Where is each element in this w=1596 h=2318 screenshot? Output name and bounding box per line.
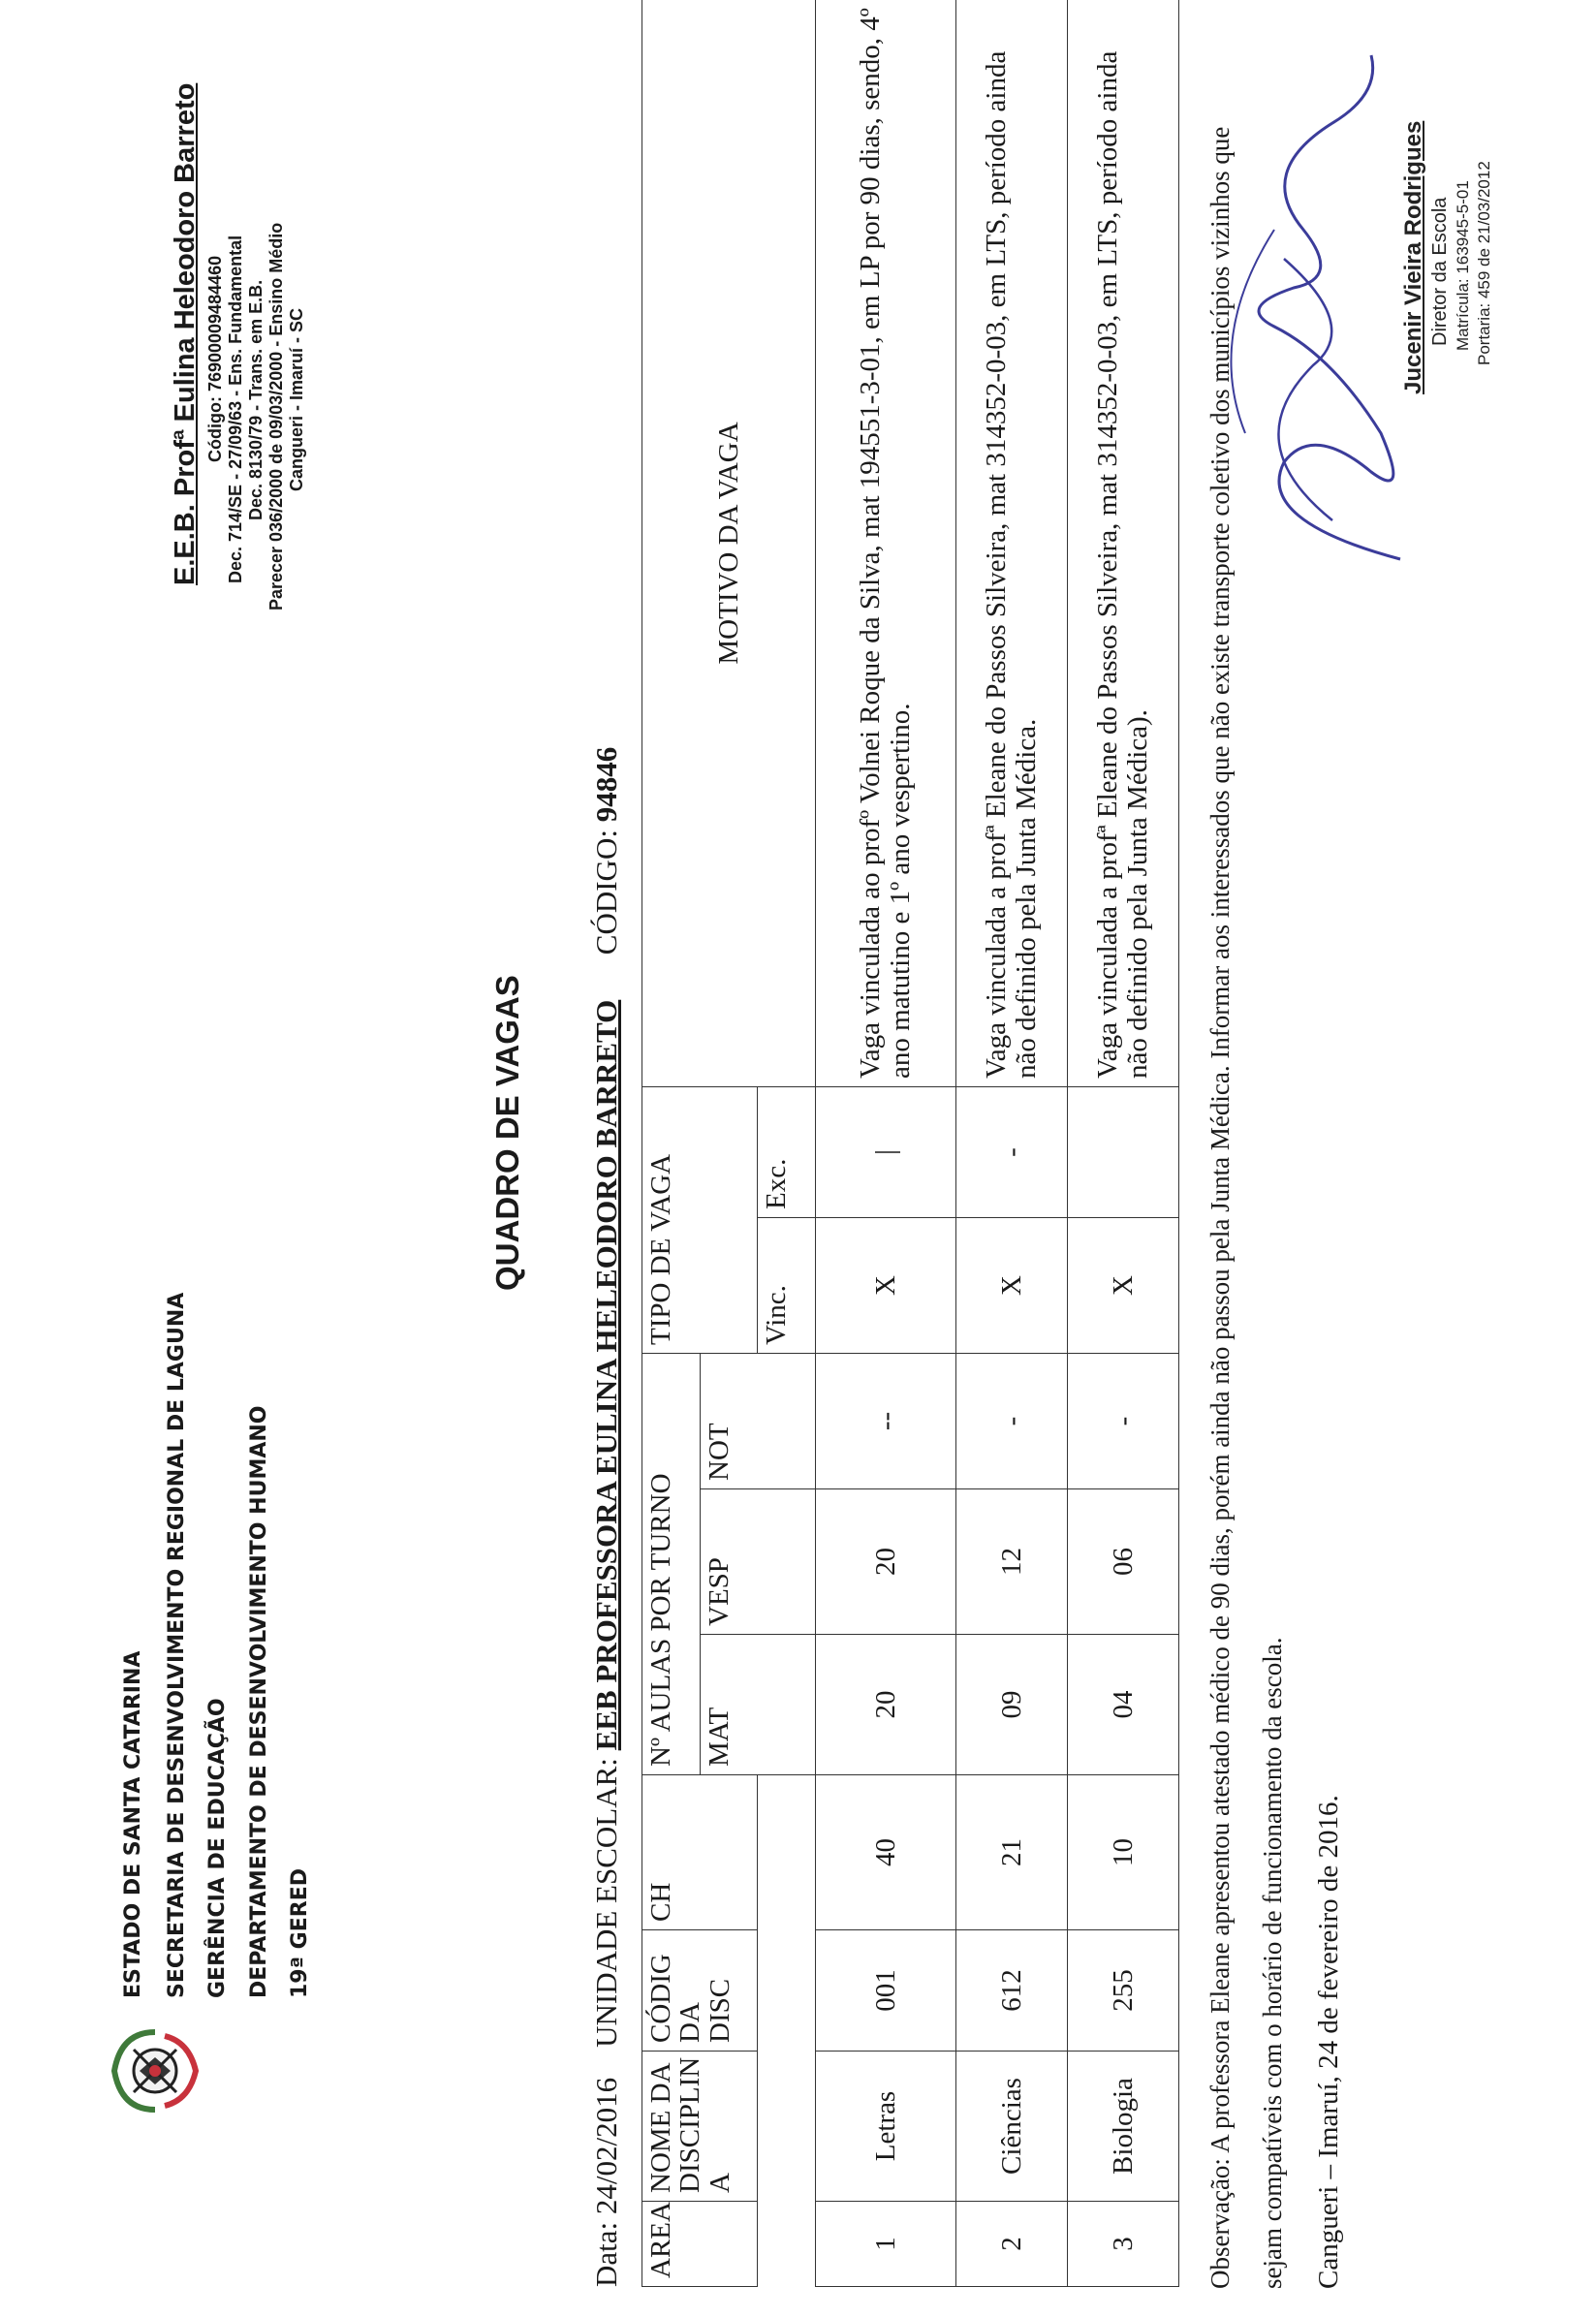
row-mat: 04 — [1068, 1635, 1179, 1775]
signatory-portaria: Portaria: 459 de 21/03/2012 — [1475, 161, 1493, 365]
state-coat-of-arms-icon — [107, 2022, 203, 2119]
row-mat: 09 — [956, 1635, 1068, 1775]
row-codig: 001 — [816, 1930, 956, 2052]
signatory-role: Diretor da Escola — [1429, 197, 1451, 346]
stamp-line-4: Cangueri - Imaruí - SC — [287, 307, 306, 491]
stamp-school-name: E.E.B. Profª Eulina Heleodoro Barreto — [170, 82, 201, 585]
header-aulas: Nº AULAS POR TURNO — [642, 1354, 701, 1775]
table-row — [1068, 0, 1179, 2287]
table-header-row — [642, 0, 701, 2287]
header-not: NOT — [701, 1354, 816, 1489]
row-area: 3 — [1068, 2202, 1179, 2287]
row-exc: - — [956, 1086, 1068, 1217]
header-state: ESTADO DE SANTA CATARINA — [121, 1650, 145, 1998]
info-unidade-value: EEB PROFESSORA EULINA HELEODORO BARRETO — [589, 999, 623, 1751]
row-vesp: 06 — [1068, 1489, 1179, 1635]
row-not: -- — [816, 1354, 956, 1489]
row-not: - — [956, 1354, 1068, 1489]
signatory-matricula: Matrícula: 163945-5-01 — [1454, 180, 1472, 351]
vagas-table — [642, 0, 1179, 2287]
row-motivo: Vaga vinculada a profª Eleane do Passos Silveira, mat 314352-0-03, em LTS, período ainda não definido pela Junta Médica). — [1068, 0, 1179, 1086]
header-departamento: DEPARTAMENTO DE DESENVOLVIMENTO HUMANO — [247, 1405, 271, 1998]
header-gerencia: GERÊNCIA DE EDUCAÇÃO — [205, 1698, 230, 1998]
header-vinc: Vinc. — [758, 1218, 816, 1354]
row-nome: Ciências — [956, 2052, 1068, 2202]
row-motivo: Vaga vinculada ao profº Volnei Roque da Silva, mat 194551-3-01, em LP por 90 dias, sendo, 4º ano matutino e 1º ano vespertino. — [816, 0, 956, 1086]
document-title: QUADRO DE VAGAS — [489, 975, 525, 1291]
row-mat: 20 — [816, 1635, 956, 1775]
header-mat: MAT — [701, 1635, 816, 1775]
header-exc: Exc. — [758, 1086, 816, 1217]
stamp-line-3: Parecer 036/2000 de 09/03/2000 - Ensino Médio — [266, 222, 286, 611]
row-area: 1 — [816, 2202, 956, 2287]
info-line — [589, 747, 624, 2287]
header-tipo: TIPO DE VAGA — [642, 1086, 758, 1353]
header-motivo: MOTIVO DA VAGA — [642, 0, 816, 1086]
header-gered: 19ª GERED — [288, 1868, 312, 1998]
row-vinc: X — [956, 1218, 1068, 1354]
row-ch: 40 — [816, 1775, 956, 1930]
row-ch: 10 — [1068, 1775, 1179, 1930]
row-nome: Letras — [816, 2052, 956, 2202]
info-date: Data: 24/02/2016 — [589, 2077, 623, 2287]
row-ch: 21 — [956, 1775, 1068, 1930]
row-vinc: X — [816, 1218, 956, 1354]
info-unidade-label: UNIDADE ESCOLAR: — [589, 1758, 623, 2048]
row-not: - — [1068, 1354, 1179, 1489]
stamp-codigo: Código: 76900009484460 — [205, 255, 225, 462]
row-codig: 255 — [1068, 1930, 1179, 2052]
header-nome: NOME DA DISCIPLIN A — [642, 2052, 758, 2202]
header-codig: CÓDIG DA DISC — [642, 1930, 758, 2052]
table-row — [816, 0, 956, 2287]
table-row — [956, 0, 1068, 2287]
stamp-line-1: Dec. 714/SE - 27/09/63 - Ens. Fundamental — [226, 235, 245, 583]
signatory-name: Jucenir Vieira Rodrigues — [1400, 120, 1426, 394]
info-codigo-value: 94846 — [589, 746, 623, 823]
row-vinc: X — [1068, 1218, 1179, 1354]
row-area: 2 — [956, 2202, 1068, 2287]
header-area: AREA — [642, 2202, 758, 2287]
header-vesp: VESP — [701, 1489, 816, 1635]
header-ch: CH — [642, 1775, 758, 1930]
row-exc: | — [816, 1086, 956, 1217]
row-motivo: Vaga vinculada a profª Eleane do Passos Silveira, mat 314352-0-03, em LTS, período ainda não definido pela Junta Médica. — [956, 0, 1068, 1086]
row-codig: 612 — [956, 1930, 1068, 2052]
row-exc — [1068, 1086, 1179, 1217]
observation-text: Observação: A professora Eleane apresentou atestado médico de 90 dias, porém ainda não passou pela Junta Médica. Informar aos interessados que não existe transporte coletivo dos municípios vizinhos que sejam compatíveis com o horário de funcionamento da escola. — [1205, 126, 1287, 2289]
row-vesp: 20 — [816, 1489, 956, 1635]
row-nome: Biologia — [1068, 2052, 1179, 2202]
closing-place-date: Cangueri – Imaruí, 24 de fevereiro de 2016. — [1313, 1795, 1344, 2289]
stamp-line-2: Dec. 8130/79 - Trans. em E.B. — [246, 279, 266, 520]
row-vesp: 12 — [956, 1489, 1068, 1635]
header-secretaria: SECRETARIA DE DESENVOLVIMENTO REGIONAL DE LAGUNA — [165, 1292, 189, 1998]
info-codigo-label: CÓDIGO: — [589, 830, 623, 955]
